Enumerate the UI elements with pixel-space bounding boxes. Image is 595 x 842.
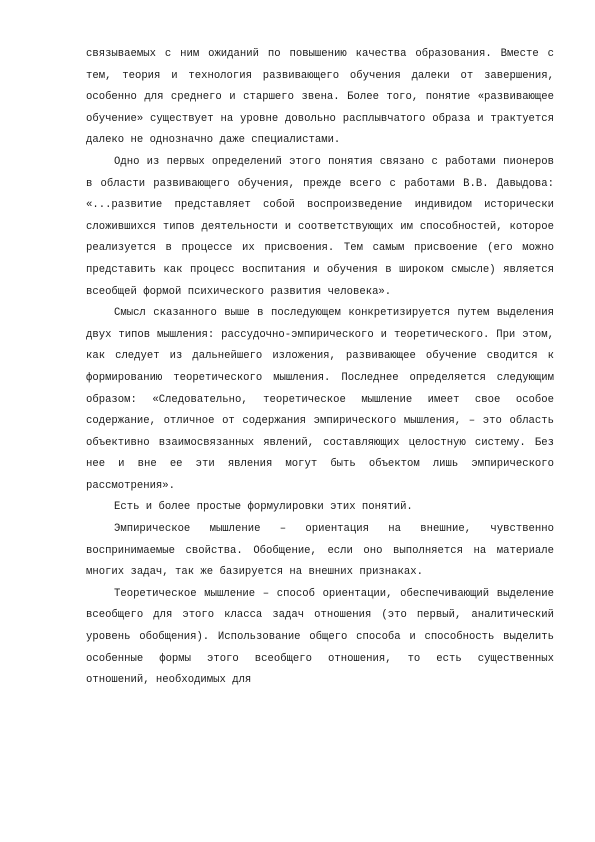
- body-text: [86, 44, 554, 692]
- paragraph-empirical-thinking: Эмпирическое мышление – ориентация на внешние, чувственно воспринимаемые свойства. Обобщение, если оно выполняется на материале многих задач, так же базируется на внешних признаках.: [86, 523, 554, 579]
- paragraph-davydov-definition: Одно из первых определений этого понятия связано с работами пионеров в области развивающего обучения, прежде всего с работами В.В. Давыдова: «...развитие представляет собой воспроизведение индивидом исторически сложившихся типов деятельности и соответствующих им способностей, которое реализуется в процессе их присвоения. Тем самым присвоение (его можно представить как процесс воспитания и обучения в широком смысле) является всеобщей формой психического развития человека».: [86, 155, 554, 298]
- paragraph-continuation: связываемых с ним ожиданий по повышению качества образования. Вместе с тем, теория и технология развивающего обучения далеки от завершения, особенно для среднего и старшего звена. Более того, понятие «развивающее обучение» существует на уровне довольно расплывчатого образа и трактуется далеко не однозначно даже специалистами.: [86, 48, 554, 147]
- paragraph-simple-formulations: Есть и более простые формулировки этих понятий.: [114, 501, 413, 514]
- paragraph-thinking-types: Смысл сказанного выше в последующем конкретизируется путем выделения двух типов мышления: рассудочно-эмпирического и теоретического. При этом, как следует из дальнейшего изложения, развивающее обучение сводится к формированию теоретического мышления. Последнее определяется следующим образом: «Следовательно, теоретическое мышление имеет свое особое содержание, отличное от содержания эмпирического мышления, – это область объективно взаимосвязанных явлений, составляющих целостную систему. Без нее и вне ее эти явления могут быть объектом лишь эмпирического рассмотрения».: [86, 307, 554, 492]
- paragraph-theoretical-thinking: Теоретическое мышление – способ ориентации, обеспечивающий выделение всеобщего для этого класса задач отношения (это первый, аналитический уровень обобщения). Использование общего способа и способность выделить особенные формы этого всеобщего отношения, то есть существенных отношений, необходимых для: [86, 587, 554, 687]
